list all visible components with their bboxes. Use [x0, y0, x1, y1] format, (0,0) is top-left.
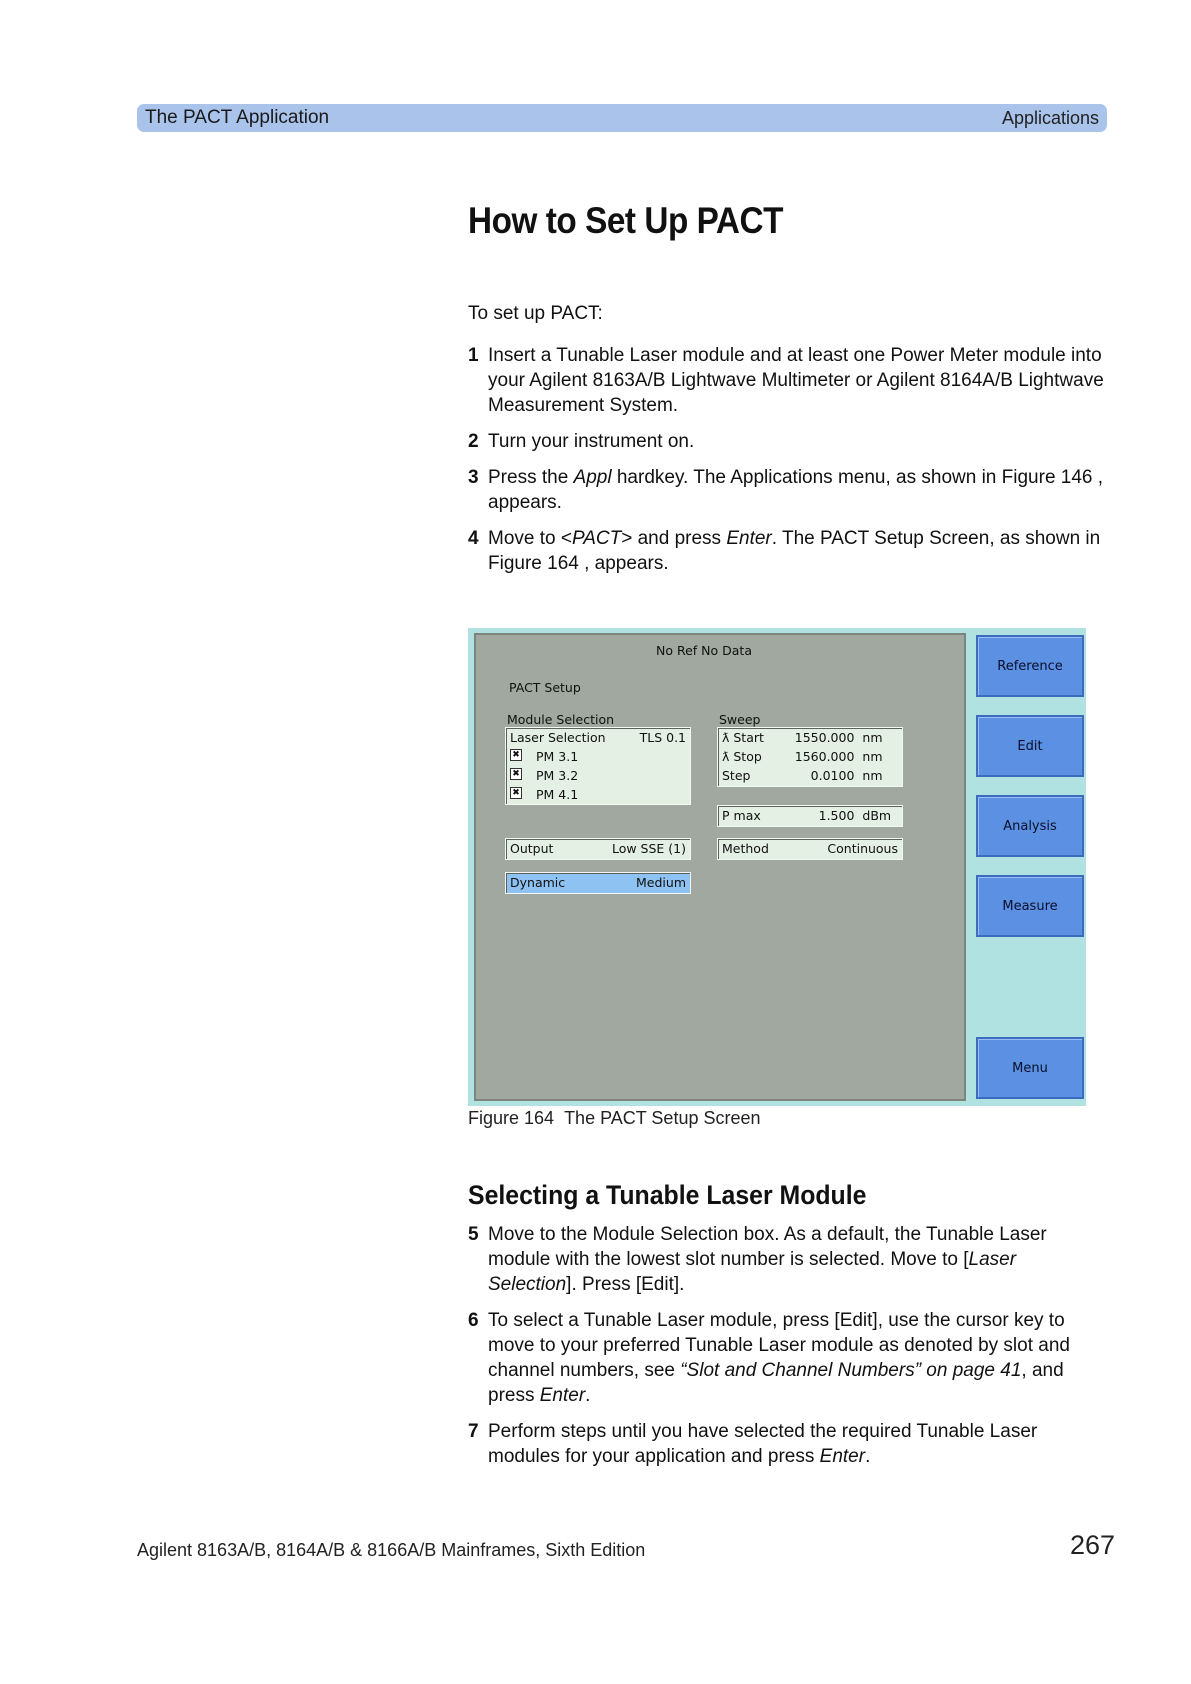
screen-title: PACT Setup	[509, 680, 581, 695]
reference-softkey[interactable]: Reference	[976, 635, 1084, 697]
step-text-part: .	[585, 1385, 591, 1406]
sweep-step-value: 0.0100	[810, 768, 855, 783]
output-value: Low SSE (1)	[611, 841, 686, 856]
menu-item-name: PACT	[571, 528, 622, 549]
pmax-value: 1.500	[818, 808, 855, 823]
step-text	[488, 1419, 1108, 1469]
step-item	[468, 1222, 1108, 1297]
footer-edition: Agilent 8163A/B, 8164A/B & 8166A/B Mainframes, Sixth Edition	[137, 1540, 646, 1560]
setup-steps	[468, 343, 1108, 587]
step-text: Turn your instrument on.	[488, 431, 695, 452]
sweep-start-label: ƛ Start	[722, 730, 764, 745]
key-name: Enter	[819, 1446, 866, 1467]
step-number: 5	[468, 1224, 479, 1245]
section-title: Selecting a Tunable Laser Module	[468, 1180, 867, 1210]
sweep-start-unit: nm	[862, 730, 883, 745]
step-text-part: hardkey. The Applications menu, as shown in Figure 146 , appears.	[488, 467, 1104, 513]
step-text	[488, 526, 1108, 576]
step-item	[468, 343, 1108, 418]
module-selection-box	[505, 727, 691, 805]
status-text: No Ref No Data	[656, 643, 752, 658]
output-field[interactable]	[505, 838, 691, 860]
pmax-label: P max	[722, 808, 761, 823]
sweep-box	[717, 727, 903, 787]
step-text	[488, 1308, 1108, 1408]
pmax-row	[722, 808, 898, 823]
checkbox-checked-icon[interactable]: ✖	[510, 749, 522, 761]
pact-setup-figure	[468, 628, 1086, 1106]
step-item	[468, 1419, 1108, 1469]
dynamic-row	[510, 875, 686, 890]
step-text-part: ]. Press [Edit].	[566, 1274, 685, 1295]
measure-softkey[interactable]: Measure	[976, 875, 1084, 937]
method-label: Method	[722, 841, 769, 856]
header-chapter-title: Applications	[1001, 107, 1099, 128]
sweep-start-value: 1550.000	[794, 730, 855, 745]
sweep-step-label: Step	[722, 768, 751, 783]
step-item	[468, 465, 1108, 515]
menu-softkey[interactable]: Menu	[976, 1037, 1084, 1099]
method-field[interactable]	[717, 838, 903, 860]
figure-caption-text: The PACT Setup Screen	[564, 1108, 761, 1128]
sweep-step-unit: nm	[862, 768, 883, 783]
sweep-step-row[interactable]	[722, 768, 898, 783]
output-label: Output	[510, 841, 554, 856]
step-text-part: Move to the Module Selection box. As a default, the Tunable Laser module with the lowest slot number is selected. Move to [	[488, 1224, 1047, 1270]
method-value: Continuous	[827, 841, 898, 856]
step-item	[468, 429, 1108, 454]
hardkey-name: Appl	[573, 467, 612, 488]
sweep-stop-unit: nm	[862, 749, 883, 764]
pmax-unit: dBm	[862, 808, 892, 823]
checkbox-checked-icon[interactable]: ✖	[510, 787, 522, 799]
dynamic-value: Medium	[636, 875, 686, 890]
checkbox-checked-icon[interactable]: ✖	[510, 768, 522, 780]
step-item	[468, 526, 1108, 576]
step-item	[468, 1308, 1108, 1408]
pm-row[interactable]	[510, 787, 686, 802]
method-row	[722, 841, 898, 856]
pm-name: PM 4.1	[536, 787, 579, 802]
dynamic-field[interactable]	[505, 872, 691, 894]
cross-reference-link[interactable]: “Slot and Channel Numbers” on page 41	[680, 1360, 1022, 1381]
running-header	[137, 104, 1107, 132]
pm-row[interactable]	[510, 768, 686, 783]
step-number: 6	[468, 1310, 479, 1331]
sweep-stop-row[interactable]	[722, 749, 898, 764]
laser-selection-value: TLS 0.1	[639, 730, 686, 745]
sweep-label: Sweep	[719, 712, 761, 727]
step-text-part: . The PACT Setup Screen, as shown in Figure 164 , appears.	[488, 528, 1101, 574]
page-number: 267	[1070, 1530, 1116, 1560]
step-number: 4	[468, 528, 479, 549]
step-text-part: .	[865, 1446, 871, 1467]
step-text-part: To select a Tunable Laser module, press [Edit], use the cursor key to move to your preferred Tunable Laser module as denoted by slot and channel numbers, see	[488, 1310, 1070, 1381]
laser-selection-row[interactable]	[510, 730, 686, 745]
module-selection-label: Module Selection	[507, 712, 615, 727]
pm-row[interactable]	[510, 749, 686, 764]
sweep-start-row[interactable]	[722, 730, 898, 745]
step-text-part: Perform steps until you have selected the required Tunable Laser modules for your application and press	[488, 1421, 1038, 1467]
analysis-softkey[interactable]: Analysis	[976, 795, 1084, 857]
field-name: Laser Selection	[488, 1249, 1017, 1295]
dynamic-label: Dynamic	[510, 875, 566, 890]
pact-setup-screen	[474, 633, 966, 1101]
key-name: Enter	[539, 1385, 586, 1406]
step-number: 1	[468, 345, 479, 366]
step-number: 2	[468, 431, 479, 452]
sweep-stop-label: ƛ Stop	[722, 749, 762, 764]
pm-name: PM 3.2	[536, 768, 579, 783]
step-number: 3	[468, 467, 479, 488]
output-row	[510, 841, 686, 856]
step-text	[488, 1222, 1108, 1297]
figure-label: Figure 164	[468, 1108, 555, 1128]
pmax-field[interactable]	[717, 805, 903, 827]
step-text-part: Move to <	[488, 528, 572, 549]
header-section-title: The PACT Application	[145, 107, 330, 128]
edit-softkey[interactable]: Edit	[976, 715, 1084, 777]
figure-caption	[468, 1108, 761, 1129]
pm-name: PM 3.1	[536, 749, 579, 764]
step-number: 7	[468, 1421, 479, 1442]
page-title: How to Set Up PACT	[468, 200, 784, 241]
laser-selection-steps	[468, 1222, 1108, 1480]
step-text: Insert a Tunable Laser module and at least one Power Meter module into your Agilent 8163A/B Lightwave Multimeter or Agilent 8164A/B Lightwave Measurement System.	[488, 345, 1104, 416]
key-name: Enter	[726, 528, 772, 549]
step-text-part: , and press	[488, 1360, 1064, 1406]
step-text-part: > and press	[621, 528, 727, 549]
step-text-part: Press the	[488, 467, 574, 488]
step-text	[488, 465, 1108, 515]
intro-text: To set up PACT:	[468, 303, 603, 324]
sweep-stop-value: 1560.000	[794, 749, 855, 764]
laser-selection-label: Laser Selection	[510, 730, 606, 745]
